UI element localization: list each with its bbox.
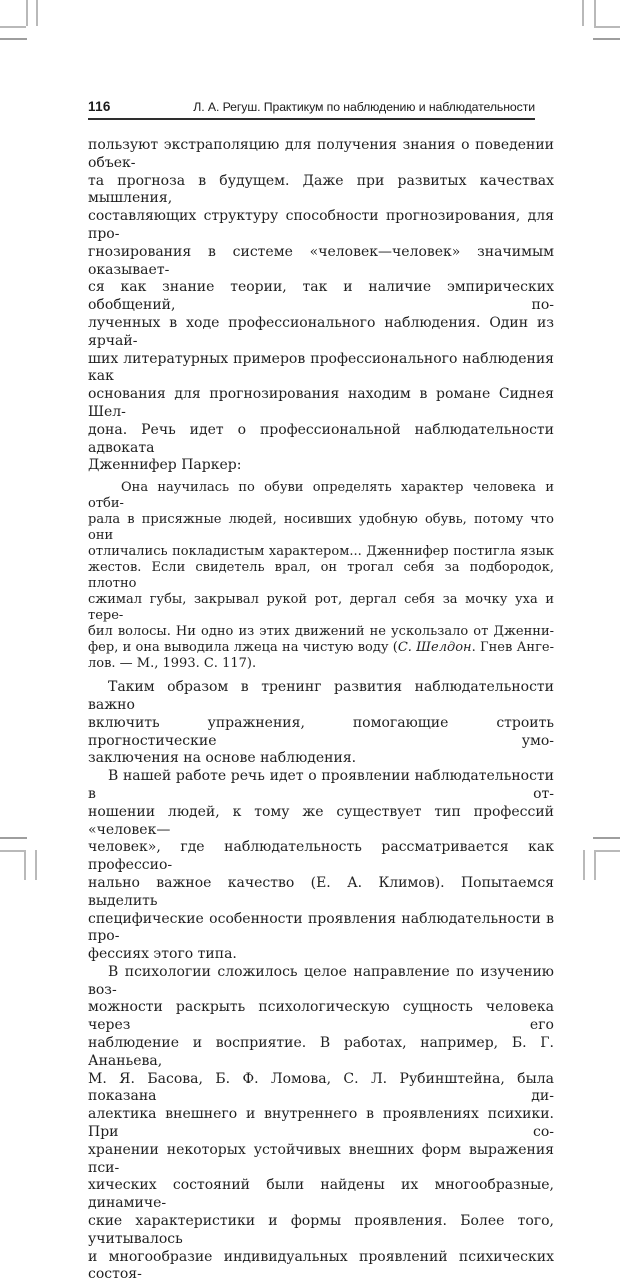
running-title: Л. А. Регуш. Практикум по наблюдению и наблюдательности xyxy=(193,100,535,114)
text-line: и многообразие индивидуальных проявлений психических состоя- xyxy=(88,1248,554,1283)
text-line: Таким образом в тренинг развития наблюдательности важно xyxy=(88,679,554,713)
text-line: отличались покладистым характером... Дженнифер постигла язык xyxy=(88,544,554,560)
text-line: ские характеристики и формы проявления. Более того, учитывалось xyxy=(88,1213,554,1247)
text-line: наблюдение и восприятие. В работах, например, Б. Г. Ананьева, xyxy=(88,1035,554,1069)
text-line: включить упражнения, помогающие строить прогностические умо- xyxy=(88,714,554,749)
italic-citation: С. Шелдон xyxy=(397,640,472,656)
crop-mark-top-left-h2 xyxy=(0,38,27,40)
text-line: ношении людей, к тому же существует тип профессий «человек— xyxy=(88,803,554,838)
text-line: гнозирования в системе «человек—человек» значимым оказывает- xyxy=(88,243,554,278)
page-header xyxy=(88,99,535,120)
text-line: ших литературных примеров профессионального наблюдения как xyxy=(88,350,554,385)
text-line: жестов. Если свидетель врал, он трогал себя за подбородок, плотно xyxy=(88,560,554,592)
page-text xyxy=(88,137,554,1284)
text-line: та прогноза в будущем. Даже при развитых качествах мышления, xyxy=(88,172,554,207)
text-line: рала в присяжные людей, носивших удобную обувь, потому что они xyxy=(88,512,554,544)
page-number: 116 xyxy=(88,99,111,114)
text-line: М. Я. Басова, Б. Ф. Ломова, С. Л. Рубинштейна, была показана ди- xyxy=(88,1070,554,1105)
crop-mark-top-right-h1 xyxy=(594,26,620,28)
crop-mark-bottom-left-h1 xyxy=(0,850,24,852)
text-line: дона. Речь идет о профессиональной наблюдательности адвоката xyxy=(88,421,554,456)
crop-mark-top-left-v1 xyxy=(26,0,28,26)
text-line: алектика внешнего и внутреннего в проявлениях психики. При со- xyxy=(88,1106,554,1141)
text-line: бил волосы. Ни одно из этих движений не ускользало от Дженни- xyxy=(88,624,554,640)
text-line: основания для прогнозирования находим в романе Сиднея Шел- xyxy=(88,386,554,420)
paragraph xyxy=(88,137,554,475)
crop-mark-top-left-v2 xyxy=(36,0,38,26)
crop-mark-top-right-v2 xyxy=(582,0,584,26)
paragraph xyxy=(88,679,554,768)
text-line: хических состояний были найдены их многообразные, динамиче- xyxy=(88,1177,554,1212)
paragraph xyxy=(88,768,554,964)
crop-mark-bottom-left-v1 xyxy=(24,850,26,880)
text-line: хранении некоторых устойчивых внешних форм выражения пси- xyxy=(88,1141,554,1176)
crop-mark-top-right-h2 xyxy=(593,38,620,40)
text-line: можности раскрыть психологическую сущность человека через его xyxy=(88,999,554,1034)
crop-mark-bottom-right-v1 xyxy=(594,850,596,880)
crop-mark-bottom-right-h1 xyxy=(596,850,620,852)
text-line: фессиях этого типа. xyxy=(88,946,237,963)
text-line: Она научилась по обуви определять характер человека и отби- xyxy=(88,480,554,512)
text-line: составляющих структуру способности прогнозирования, для про- xyxy=(88,208,554,242)
text-line: пользуют экстраполяцию для получения знания о поведении объек- xyxy=(88,137,554,171)
crop-mark-top-right-v1 xyxy=(594,0,596,26)
text-line: заключения на основе наблюдения. xyxy=(88,750,357,767)
crop-mark-bottom-right-h2 xyxy=(593,837,620,839)
text-line: Дженнифер Паркер: xyxy=(88,457,242,474)
text-line: специфические особенности проявления наблюдательности в про- xyxy=(88,910,554,945)
text-line: лов. — М., 1993. С. 117). xyxy=(88,656,257,672)
text-line: сжимал губы, закрывал рукой рот, дергал себя за мочку уха и тере- xyxy=(88,592,554,624)
text-line: В психологии сложилось целое направление по изучению воз- xyxy=(88,963,554,998)
quote-paragraph xyxy=(88,480,554,672)
text-line: нально важное качество (Е. А. Климов). Попытаемся выделить xyxy=(88,874,554,909)
crop-mark-bottom-right-v2 xyxy=(583,850,585,880)
text-line: ся как знание теории, так и наличие эмпирических обобщений, по- xyxy=(88,279,554,314)
paragraph xyxy=(88,964,554,1284)
text-line: фер, и она выводила лжеца на чистую воду (С. Шелдон. Гнев Анге- xyxy=(88,640,554,656)
text-line: лученных в ходе профессионального наблюдения. Один из ярчай- xyxy=(88,314,554,349)
text-line: человек», где наблюдательность рассматривается как профессио- xyxy=(88,839,554,874)
crop-mark-bottom-left-v2 xyxy=(35,850,37,880)
crop-mark-bottom-left-h2 xyxy=(0,837,27,839)
crop-mark-top-left-h1 xyxy=(0,26,26,28)
text-line: В нашей работе речь идет о проявлении наблюдательности в от- xyxy=(88,768,554,802)
